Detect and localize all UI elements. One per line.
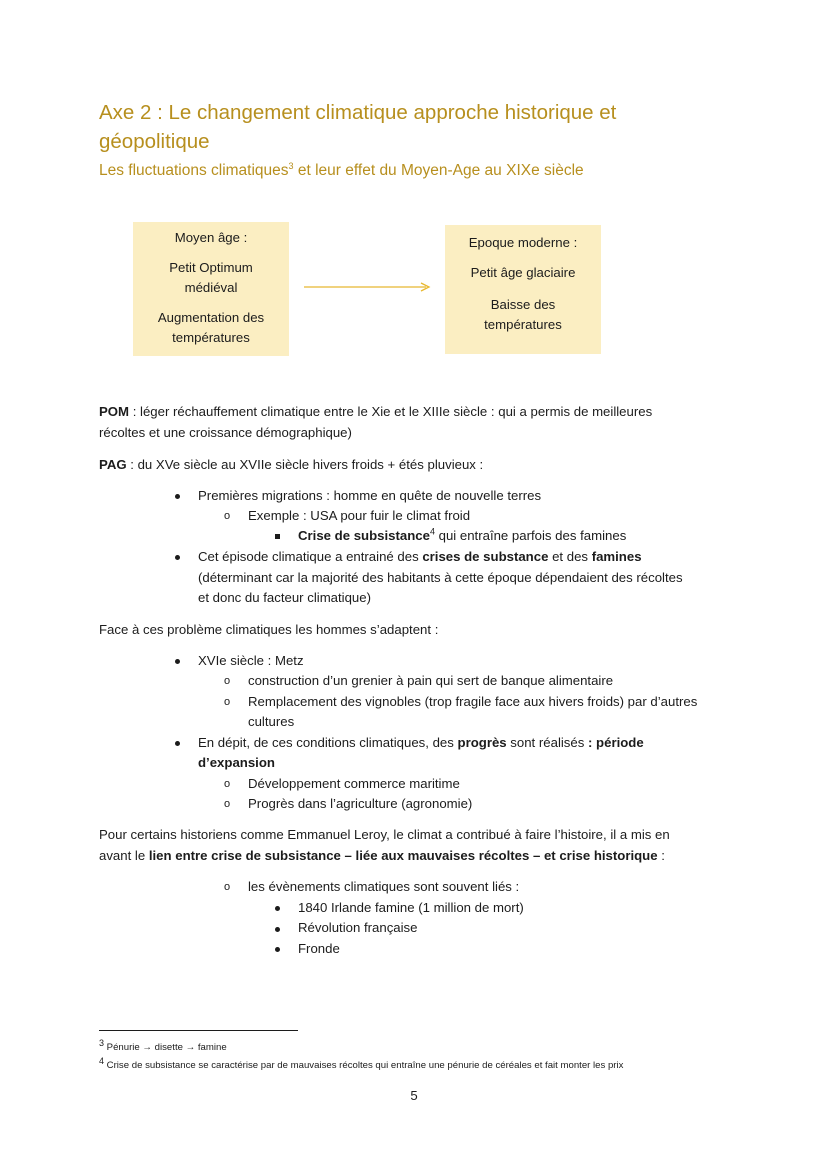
circle-bullet-icon: o (224, 510, 231, 522)
list-subitem: Exemple : USA pour fuir le climat froid (248, 508, 471, 523)
bullet-icon (175, 555, 180, 560)
footnote-text: Pénurie → disette → famine (104, 1042, 227, 1053)
subsistence-crisis-term: Crise de subsistance (298, 528, 430, 543)
section-subtitle (99, 160, 584, 182)
footnote-text: Crise de subsistance se caractérise par de mauvaises récoltes qui entraîne une pénurie de céréales et fait monter les prix (104, 1060, 624, 1071)
bullet-icon (175, 494, 180, 499)
pom-line-1 (99, 402, 652, 423)
list-item (198, 733, 644, 754)
footnote-3 (99, 1037, 227, 1055)
bullet-icon (175, 659, 180, 664)
bullet-icon (175, 741, 180, 746)
bold-term: d’expansion (198, 755, 275, 770)
arrow-icon (304, 281, 432, 293)
list-subitem-line: cultures (248, 714, 295, 729)
pom-text: : léger réchauffement climatique entre le Xie et le XIIIe siècle : qui a permis de meilleures (129, 404, 653, 419)
circle-bullet-icon: o (224, 881, 231, 893)
list-subitem: Remplacement des vignobles (trop fragile face aux hivers froids) par d’autres (248, 694, 698, 709)
circle-bullet-icon: o (224, 798, 231, 810)
middle-ages-name: Petit Optimum médiéval (169, 260, 253, 295)
modern-era-title: Epoque moderne : (468, 235, 578, 250)
text-run: avant le (99, 848, 149, 863)
subtitle-start: Les fluctuations climatiques (99, 162, 289, 179)
footnote-4 (99, 1055, 624, 1073)
bullet-icon (275, 906, 280, 911)
list-item-line: (déterminant car la majorité des habitants à cette époque dépendaient des récoltes (198, 570, 683, 585)
middle-ages-box (133, 222, 289, 356)
bold-term: lien entre crise de subsistance – liée aux mauvaises récoltes – et crise historique (148, 848, 658, 863)
middle-ages-effect: Augmentation des températures (157, 310, 265, 345)
bullet-icon (275, 927, 280, 932)
square-bullet-icon (275, 534, 280, 539)
bullet-icon (275, 947, 280, 952)
circle-bullet-icon: o (224, 778, 231, 790)
list-subitem: les évènements climatiques sont souvent liés : (248, 879, 520, 894)
bold-term: crises de substance (422, 549, 549, 564)
pag-label: PAG (99, 457, 127, 472)
text-run: En dépit, de ces conditions climatiques, des (198, 735, 458, 750)
footnote-ref-4[interactable]: 4 (429, 526, 435, 537)
list-item (198, 547, 642, 568)
list-item-line (198, 753, 275, 774)
footnote-separator (99, 1030, 298, 1031)
text-run: : (657, 848, 665, 863)
leroy-line-2 (99, 846, 665, 867)
section-title: Axe 2 : Le changement climatique approche historique et géopolitique (99, 101, 617, 153)
bold-term: famines (591, 549, 642, 564)
list-item: Premières migrations : homme en quête de nouvelle terres (198, 488, 542, 503)
pom-label: POM (99, 404, 130, 419)
list-item: XVIe siècle : Metz (198, 653, 304, 668)
modern-era-effect: Baisse des températures (484, 297, 562, 332)
bold-term: : période (588, 735, 644, 750)
pom-line-2: récoltes et une croissance démographique) (99, 425, 352, 440)
modern-era-box (445, 225, 601, 354)
page-number: 5 (410, 1088, 418, 1103)
circle-bullet-icon: o (224, 696, 231, 708)
footnote-number: 3 (99, 1037, 105, 1048)
middle-ages-title: Moyen âge : (174, 230, 248, 245)
subsistence-crisis-text: qui entraîne parfois des famines (434, 528, 627, 543)
list-subsubitem (298, 526, 626, 547)
text-run: et des (548, 549, 592, 564)
list-subitem: Progrès dans l’agriculture (agronomie) (248, 796, 473, 811)
text-run: Cet épisode climatique a entrainé des (198, 549, 423, 564)
list-subsubitem: 1840 Irlande famine (1 million de mort) (298, 900, 524, 915)
modern-era-name: Petit âge glaciaire (470, 265, 576, 280)
list-item-line: et donc du facteur climatique) (198, 590, 371, 605)
footnote-number: 4 (99, 1055, 105, 1066)
pag-line (99, 455, 483, 476)
list-subitem: Développement commerce maritime (248, 776, 460, 791)
footnote-ref-3[interactable]: 3 (288, 160, 294, 171)
bold-term: progrès (457, 735, 507, 750)
list-subitem: construction d’un grenier à pain qui sert de banque alimentaire (248, 673, 614, 688)
list-subsubitem: Révolution française (298, 920, 418, 935)
subtitle-end: et leur effet du Moyen-Age au XIXe siècle (293, 162, 584, 179)
pag-text: : du XVe siècle au XVIIe siècle hivers froids + étés pluvieux : (126, 457, 484, 472)
leroy-line-1: Pour certains historiens comme Emmanuel Leroy, le climat a contribué à faire l’histoire, il a mis en (99, 827, 670, 842)
circle-bullet-icon: o (224, 675, 231, 687)
list-subsubitem: Fronde (298, 941, 340, 956)
text-run: sont réalisés (506, 735, 588, 750)
adapt-intro: Face à ces problème climatiques les hommes s’adaptent : (99, 622, 439, 637)
